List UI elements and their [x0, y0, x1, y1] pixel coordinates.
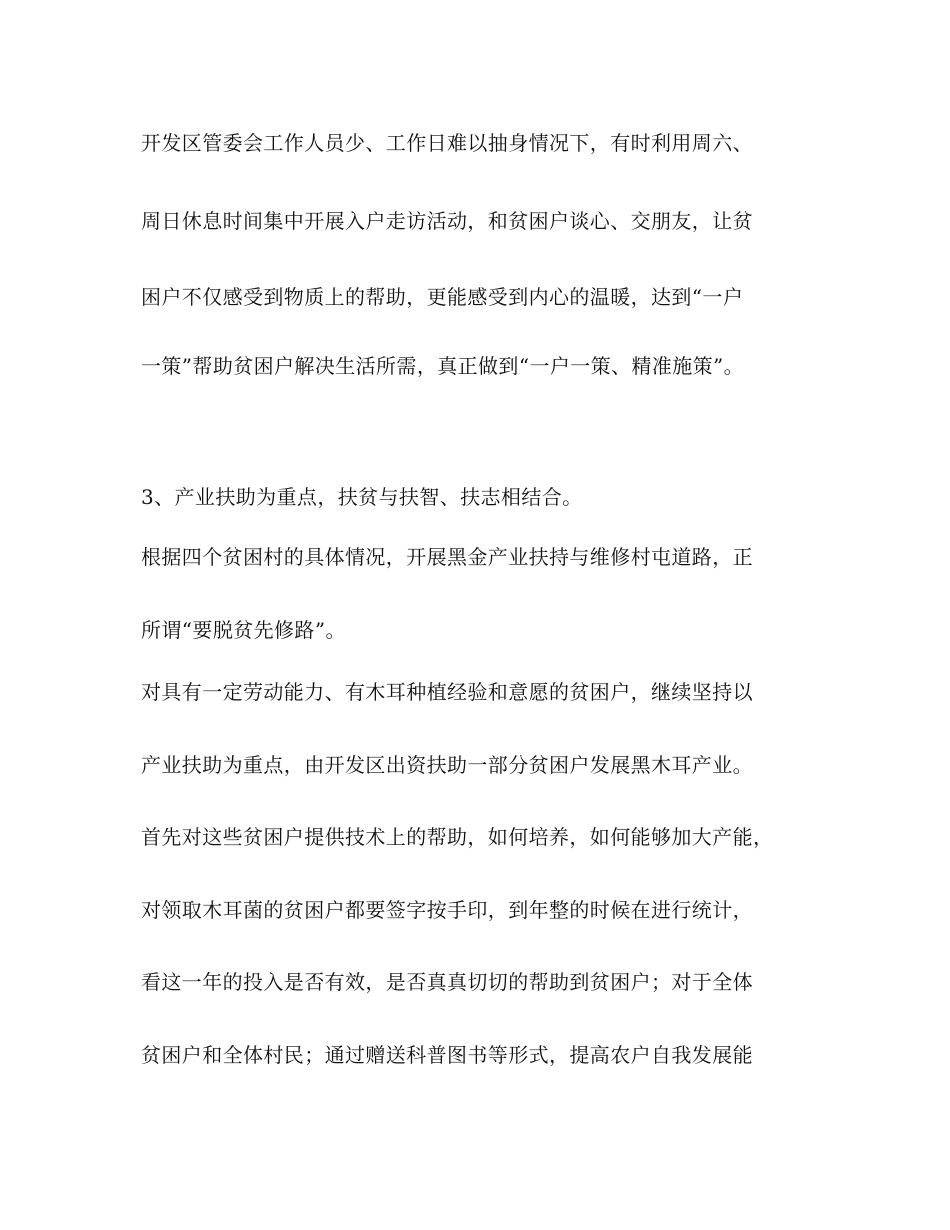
text-line: 看这一年的投入是否有效，是否真真切切的帮助到贫困户；对于全体: [141, 970, 753, 994]
text-line: 对领取木耳菌的贫困户都要签字按手印，到年整的时候在进行统计，: [141, 898, 753, 922]
text-line: 开发区管委会工作人员少、工作日难以抽身情况下，有时利用周六、: [141, 131, 753, 155]
text-line: 贫困户和全体村民；通过赠送科普图书等形式，提高农户自我发展能: [141, 1043, 753, 1067]
text-line: 所谓“要脱贫先修路”。: [141, 618, 346, 642]
section-heading: 3、产业扶助为重点，扶贫与扶智、扶志相结合。: [141, 485, 583, 509]
text-line: 根据四个贫困村的具体情况，开展黑金产业扶持与维修村屯道路，正: [141, 545, 753, 569]
text-line: 困户不仅感受到物质上的帮助，更能感受到内心的温暖，达到“一户: [141, 285, 744, 309]
text-line: 周日休息时间集中开展入户走访活动，和贫困户谈心、交朋友，让贫: [141, 209, 753, 233]
text-line: 产业扶助为重点，由开发区出资扶助一部分贫困户发展黑木耳产业。: [141, 753, 753, 777]
text-line: 对具有一定劳动能力、有木耳种植经验和意愿的贫困户，继续坚持以: [141, 680, 753, 704]
text-line: 一策”帮助贫困户解决生活所需，真正做到“一户一策、精准施策”。: [141, 354, 745, 378]
text-line: 首先对这些贫困户提供技术上的帮助，如何培养，如何能够加大产能，: [141, 825, 774, 849]
